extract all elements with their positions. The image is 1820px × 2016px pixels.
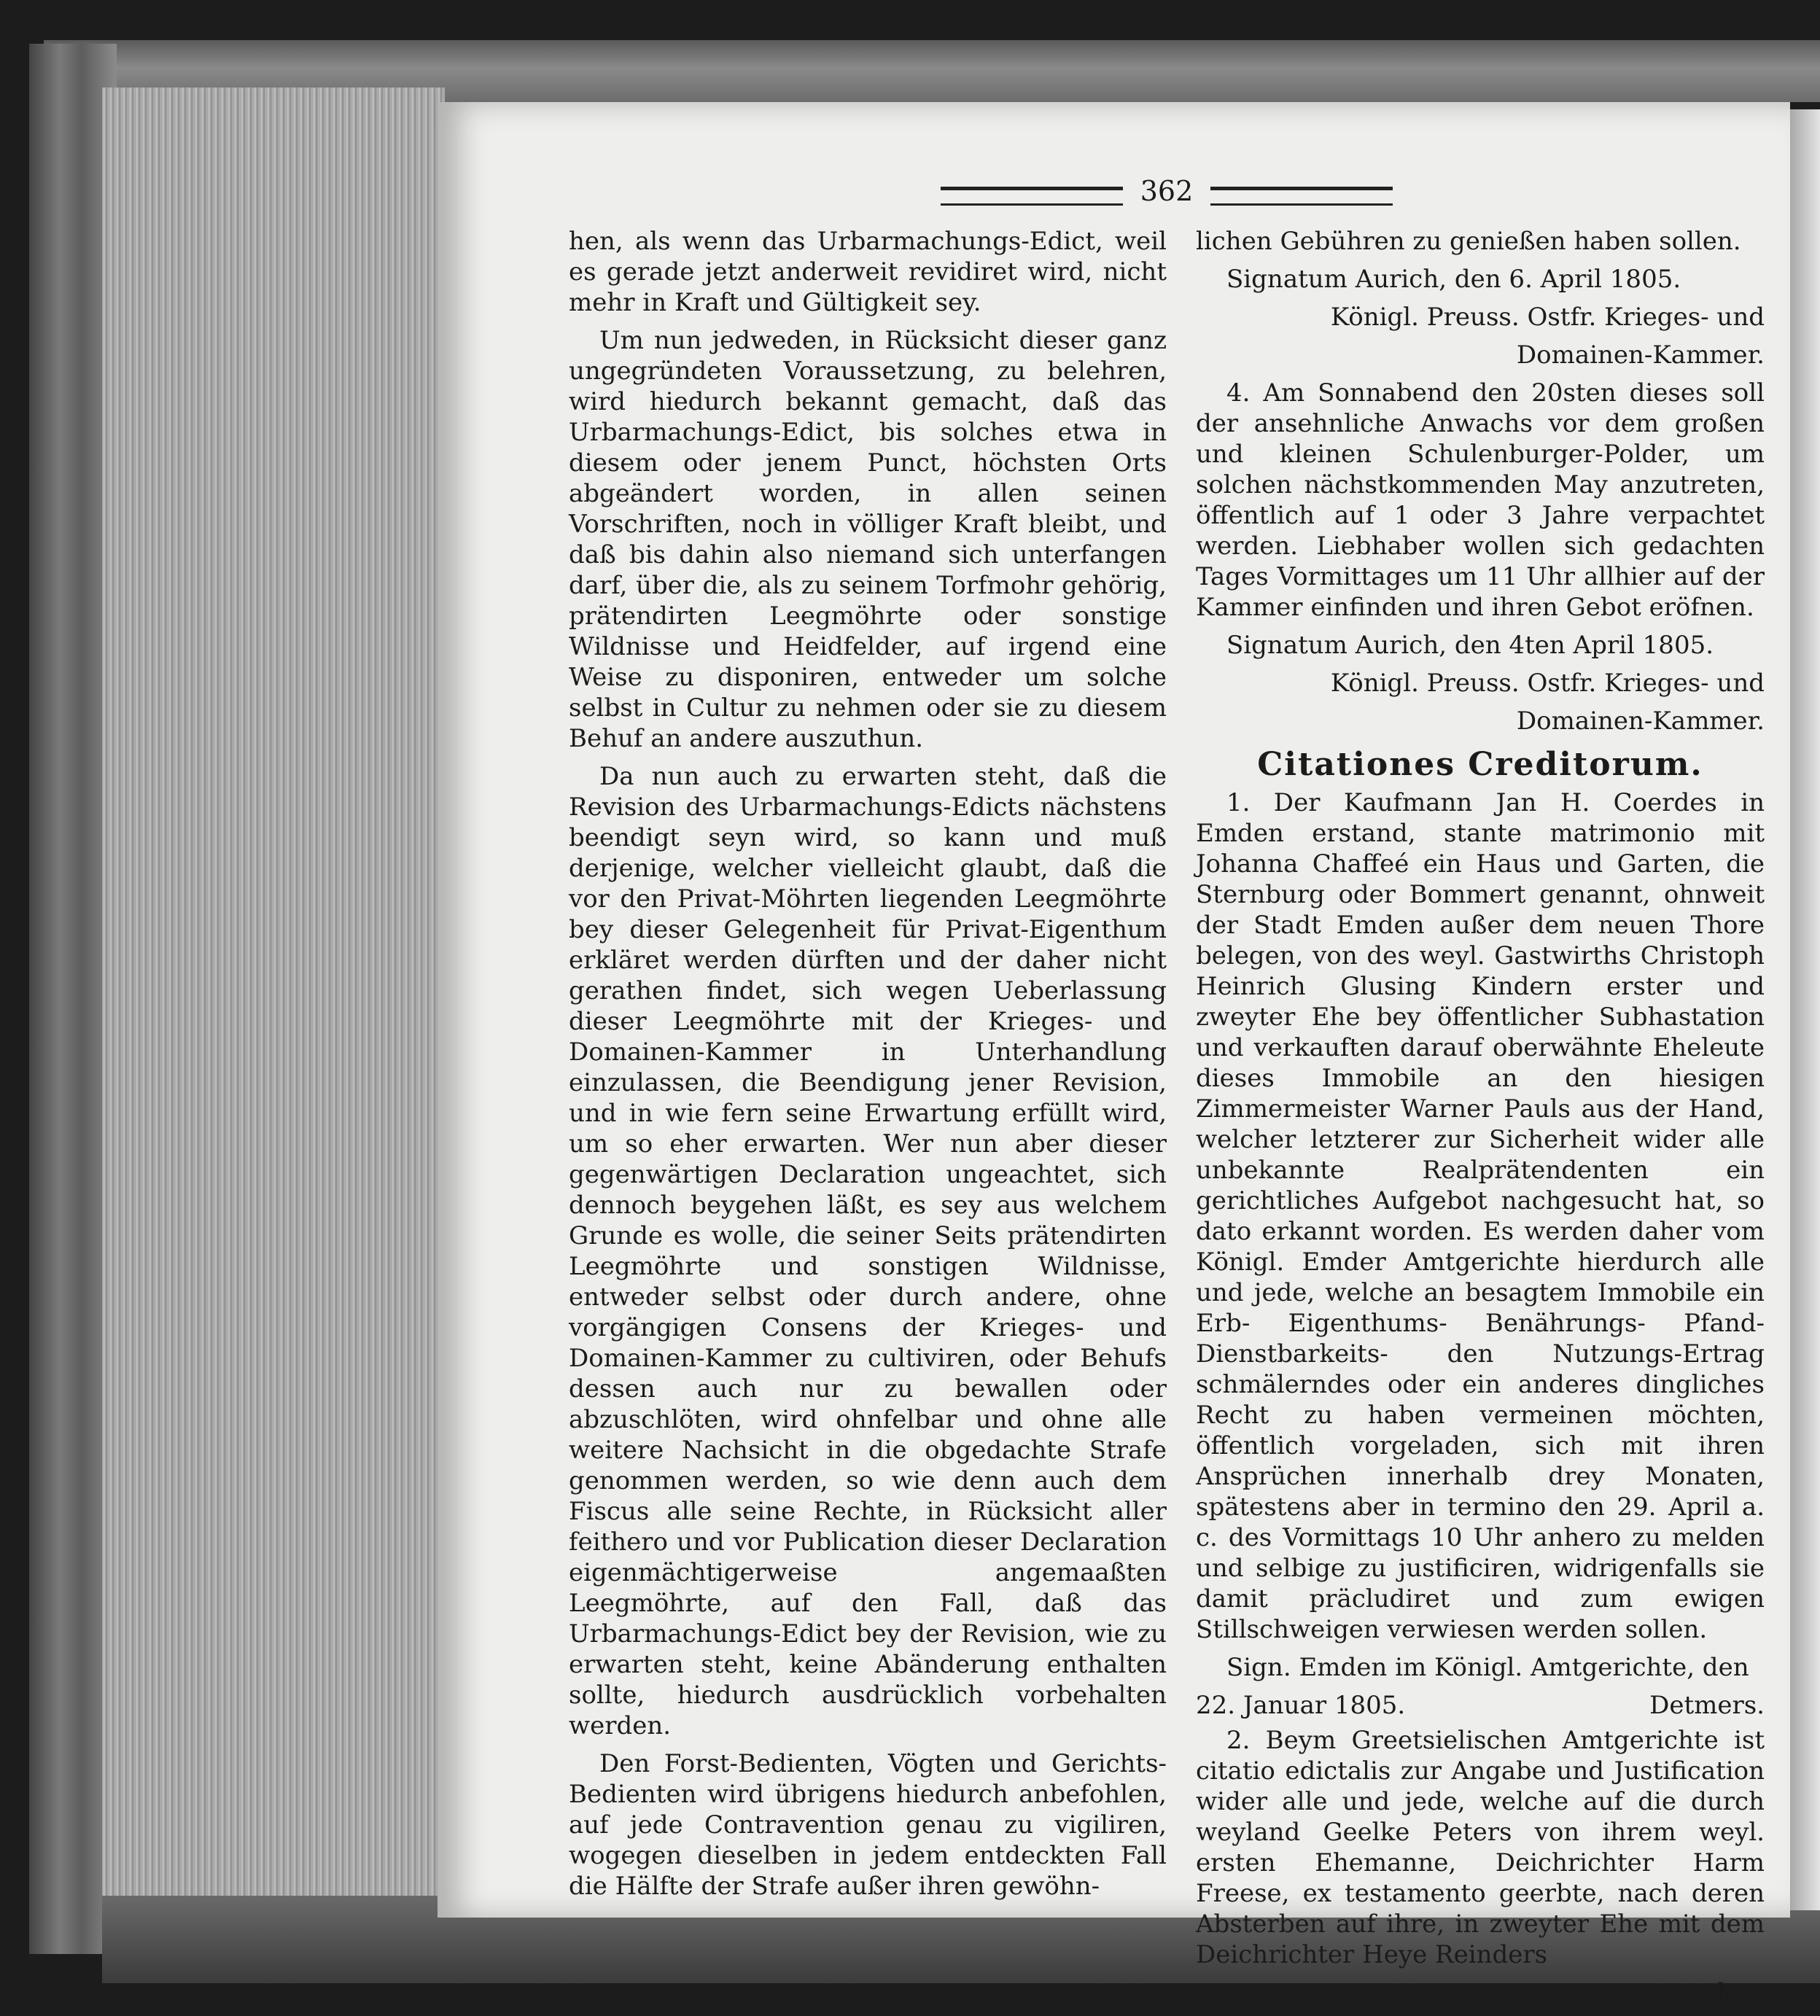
paragraph-continuation: lichen Gebühren zu genießen haben sollen. bbox=[1196, 227, 1741, 256]
signature-line: Sign. Emden im Königl. Amtgerichte, den bbox=[1226, 1653, 1749, 1682]
catchword: ders bbox=[1709, 1978, 1765, 2007]
signature-line: Signatum Aurich, den 4ten April 1805. bbox=[1226, 631, 1714, 660]
left-column bbox=[569, 226, 1167, 1909]
issuing-authority: Domainen-Kammer. bbox=[1516, 707, 1765, 736]
signature-line: Signatum Aurich, den 6. April 1805. bbox=[1226, 265, 1681, 294]
issuing-authority: Königl. Preuss. Ostfr. Krieges- und bbox=[1330, 669, 1765, 698]
issuing-authority: Königl. Preuss. Ostfr. Krieges- und bbox=[1330, 303, 1765, 332]
next-page-edge bbox=[1790, 109, 1820, 1910]
header-rule-left bbox=[941, 187, 1123, 206]
page-block-edge bbox=[102, 87, 445, 1965]
paragraph: Da nun auch zu erwarten steht, daß die Revision des Urbarmachungs-Edicts nächstens beendigt seyn wird, so kann und muß derjenige, welcher vielleicht glaubt, daß die vor den Privat-Möhrten liegenden Leegmöhrte bey dieser Gelegenheit für Privat-Eigenthum erkläret werden dürften und der daher nicht gerathen findet, sich wegen Ueberlassung dieser Leegmöhrte mit der Krieges- und Domainen-Kammer in Unterhandlung einzulassen, die Beendigung jener Revision, und in wie fern seine Erwartung erfüllt wird, um so eher erwarten. Wer nun aber dieser gegenwärtigen Declaration ungeachtet, sich dennoch beygehen läßt, es sey aus welchem Grunde es wolle, die seiner Seits prätendirten Leegmöhrte und sonstigen Wildnisse, entweder selbst oder durch andere, ohne vorgängigen Consens der Krieges- und Domainen-Kammer zu cultiviren, oder Behufs dessen auch nur zu bewallen oder abzuschlöten, wird ohnfelbar und ohne alle weitere Nachsicht in die obgedachte Strafe genommen werden, so wie denn auch dem Fiscus alle seine Rechte, in Rücksicht aller feithero und vor Publication dieser Declaration eigenmächtigerweise angemaaßten Leegmöhrte, auf den Fall, daß das Urbarmachungs-Edict bey der Revision, wie zu erwarten steht, keine Abänderung enthalten sollte, hiedurch ausdrücklich vorbehalten werden. bbox=[569, 762, 1167, 1740]
notice-item: 1. Der Kaufmann Jan H. Coerdes in Emden erstand, stante matrimonio mit Johanna Chaffeé ein Haus und Garten, die Sternburg oder Bommert genannt, ohnweit der Stadt Emden außer dem neuen Thore belegen, von des weyl. Gastwirths Christoph Heinrich Glusing Kindern erster und zweyter Ehe bey öffentlicher Subhastation und verkauften darauf oberwähnte Eheleute dieses Immobile an den hiesigen Zimmermeister Warner Pauls aus der Hand, welcher letzterer zur Sicherheit wider alle unbekannte Realprätendenten ein gerichtliches Aufgebot nachgesucht hat, so dato erkannt worden. Es werden daher vom Königl. Emder Amtgerichte hierdurch alle und jede, welche an besagtem Immobile ein Erb- Eigenthums- Benährungs- Pfand- Dienstbarkeits- den Nutzungs-Ertrag schmälerndes oder ein anderes dingliches Recht zu haben vermeinen möchten, öffentlich vorgeladen, sich mit ihren Ansprüchen innerhalb drey Monaten, spätestens aber in termino den 29. April a. c. des Vormittags 10 Uhr anhero zu melden und selbige zu justificiren, widrigenfalls sie damit präcludiret und zum ewigen Stillschweigen verwiesen werden sollen. bbox=[1196, 788, 1765, 1644]
signature-name: Detmers. bbox=[1649, 1691, 1765, 1720]
signature-row bbox=[1196, 1690, 1765, 1721]
notice-item: 4. Am Sonnabend den 20sten dieses soll der ansehnliche Anwachs vor dem großen und kleinen Schulenburger-Polder, um solchen nächstkommenden May anzutreten, öffentlich auf 1 oder 3 Jahre verpachtet werden. Liebhaber wollen sich gedachten Tages Vormittages um 11 Uhr allhier auf der Kammer einfinden und ihren Gebot eröfnen. bbox=[1196, 378, 1765, 622]
right-column bbox=[1196, 226, 1765, 2015]
section-heading: Citationes Creditorum. bbox=[1257, 746, 1703, 783]
header-rule-right bbox=[1210, 187, 1393, 206]
page-number: 362 bbox=[1140, 175, 1194, 207]
paragraph: Um nun jedweden, in Rücksicht dieser ganz ungegründeten Voraussetzung, zu belehren, wird hiedurch bekannt gemacht, daß das Urbarmachungs-Edict, bis solches etwa in diesem oder jenem Punct, höchsten Orts abgeändert worden, in allen seinen Vorschriften, noch in völliger Kraft bleibt, und daß bis dahin also niemand sich unterfangen darf, über die, als zu seinem Torfmohr gehörig, prätendirten Leegmöhrte oder sonstige Wildnisse und Heidfelder, auf irgend eine Weise zu disponiren, entweder um solche selbst in Cultur zu nehmen oder sie zu diesem Behuf an andere auszuthun. bbox=[569, 326, 1167, 753]
paragraph: Den Forst-Bedienten, Vögten und Gerichts-Bedienten wird übrigens hiedurch anbefohlen, auf jede Contravention genau zu vigiliren, wogegen dieselben in jedem entdeckten Fall die Hälfte der Strafe außer ihren gewöhn- bbox=[569, 1749, 1167, 1901]
issuing-authority: Domainen-Kammer. bbox=[1516, 340, 1765, 370]
signature-date: 22. Januar 1805. bbox=[1196, 1691, 1406, 1720]
page-header bbox=[941, 175, 1393, 211]
notice-item: 2. Beym Greetsielischen Amtgerichte ist citatio edictalis zur Angabe und Justification wider alle und jede, welche auf die durch weyland Geelke Peters von ihrem weyl. ersten Ehemanne, Deichrichter Harm Freese, ex testamento geerbte, nach deren Absterben auf ihre, in zweyter Ehe mit dem Deichrichter Heye Reinders bbox=[1196, 1726, 1765, 1969]
paragraph: hen, als wenn das Urbarmachungs-Edict, weil es gerade jetzt anderweit revidiret wird, nicht mehr in Kraft und Gültigkeit sey. bbox=[569, 227, 1167, 317]
